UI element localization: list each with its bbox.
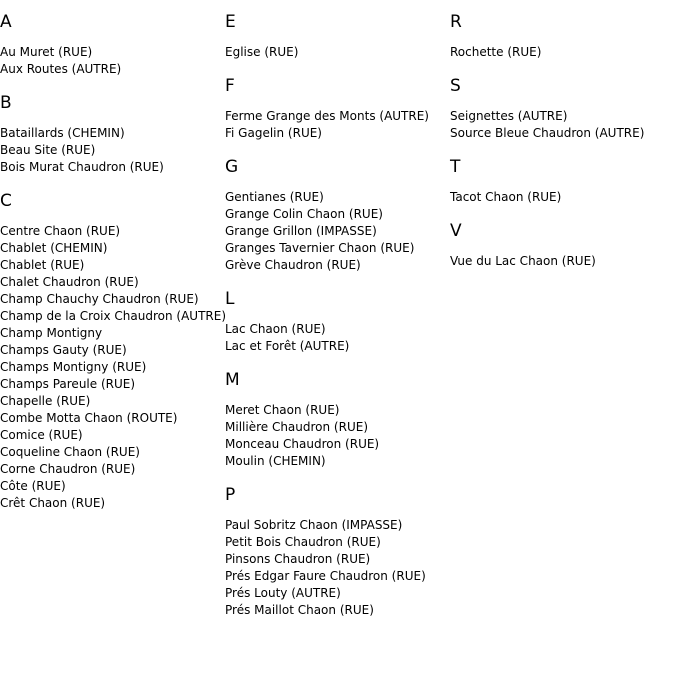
letter-heading: B xyxy=(0,93,12,113)
street-link[interactable]: Petit Bois Chaudron (RUE) xyxy=(225,535,381,549)
street-link[interactable]: Eglise (RUE) xyxy=(225,45,299,59)
letter-section-c xyxy=(0,191,225,512)
street-link[interactable]: Grange Grillon (IMPASSE) xyxy=(225,224,377,238)
street-link[interactable]: Comice (RUE) xyxy=(0,428,83,442)
street-link[interactable]: Chablet (CHEMIN) xyxy=(0,241,108,255)
street-link[interactable]: Lac Chaon (RUE) xyxy=(225,322,326,336)
street-link[interactable]: Bois Murat Chaudron (RUE) xyxy=(0,160,164,174)
street-link[interactable]: Champ de la Croix Chaudron (AUTRE) xyxy=(0,309,227,323)
street-link[interactable]: Grève Chaudron (RUE) xyxy=(225,258,361,272)
street-link[interactable]: Fi Gagelin (RUE) xyxy=(225,126,322,140)
letter-heading: A xyxy=(0,12,12,32)
street-link[interactable]: Coqueline Chaon (RUE) xyxy=(0,445,140,459)
letter-section-b xyxy=(0,93,225,176)
letter-heading: E xyxy=(225,12,236,32)
letter-heading: C xyxy=(0,191,12,211)
street-link[interactable]: Prés Maillot Chaon (RUE) xyxy=(225,603,374,617)
street-link[interactable]: Champs Pareule (RUE) xyxy=(0,377,136,391)
index-column-1 xyxy=(0,12,225,527)
letter-heading: P xyxy=(225,485,236,505)
letter-section-f xyxy=(225,76,450,142)
letter-section-v xyxy=(450,221,675,270)
letter-section-r xyxy=(450,12,675,61)
letter-section-e xyxy=(225,12,450,61)
street-link[interactable]: Côte (RUE) xyxy=(0,479,66,493)
letter-section-p xyxy=(225,485,450,619)
street-link[interactable]: Combe Motta Chaon (ROUTE) xyxy=(0,411,178,425)
street-link[interactable]: Monceau Chaudron (RUE) xyxy=(225,437,380,451)
street-link[interactable]: Seignettes (AUTRE) xyxy=(450,109,568,123)
letter-section-g xyxy=(225,157,450,274)
street-link[interactable]: Rochette (RUE) xyxy=(450,45,542,59)
letter-heading: L xyxy=(225,289,235,309)
street-link[interactable]: Chalet Chaudron (RUE) xyxy=(0,275,139,289)
street-link[interactable]: Moulin (CHEMIN) xyxy=(225,454,326,468)
street-link[interactable]: Vue du Lac Chaon (RUE) xyxy=(450,254,596,268)
street-link[interactable]: Champ Chauchy Chaudron (RUE) xyxy=(0,292,199,306)
street-link[interactable]: Prés Louty (AUTRE) xyxy=(225,586,341,600)
street-link[interactable]: Prés Edgar Faure Chaudron (RUE) xyxy=(225,569,426,583)
street-link[interactable]: Paul Sobritz Chaon (IMPASSE) xyxy=(225,518,403,532)
street-link[interactable]: Aux Routes (AUTRE) xyxy=(0,62,122,76)
street-link[interactable]: Champs Gauty (RUE) xyxy=(0,343,127,357)
street-link[interactable]: Meret Chaon (RUE) xyxy=(225,403,340,417)
index-column-3 xyxy=(450,12,675,285)
letter-heading: G xyxy=(225,157,239,177)
street-link[interactable]: Champ Montigny xyxy=(0,326,103,340)
street-link[interactable]: Chablet (RUE) xyxy=(0,258,85,272)
street-link[interactable]: Tacot Chaon (RUE) xyxy=(450,190,562,204)
street-link[interactable]: Pinsons Chaudron (RUE) xyxy=(225,552,371,566)
letter-section-t xyxy=(450,157,675,206)
letter-section-s xyxy=(450,76,675,142)
letter-section-l xyxy=(225,289,450,355)
street-link[interactable]: Beau Site (RUE) xyxy=(0,143,96,157)
street-link[interactable]: Ferme Grange des Monts (AUTRE) xyxy=(225,109,429,123)
index-column-2 xyxy=(225,12,450,634)
street-link[interactable]: Au Muret (RUE) xyxy=(0,45,93,59)
letter-section-a xyxy=(0,12,225,78)
street-link[interactable]: Granges Tavernier Chaon (RUE) xyxy=(225,241,415,255)
street-link[interactable]: Millière Chaudron (RUE) xyxy=(225,420,368,434)
letter-heading: T xyxy=(450,157,461,177)
letter-heading: R xyxy=(450,12,462,32)
letter-heading: M xyxy=(225,370,240,390)
street-link[interactable]: Lac et Forêt (AUTRE) xyxy=(225,339,350,353)
street-link[interactable]: Grange Colin Chaon (RUE) xyxy=(225,207,383,221)
letter-heading: F xyxy=(225,76,235,96)
letter-section-m xyxy=(225,370,450,470)
street-link[interactable]: Corne Chaudron (RUE) xyxy=(0,462,136,476)
street-link[interactable]: Crêt Chaon (RUE) xyxy=(0,496,106,510)
street-link[interactable]: Bataillards (CHEMIN) xyxy=(0,126,125,140)
letter-heading: V xyxy=(450,221,462,241)
street-link[interactable]: Source Bleue Chaudron (AUTRE) xyxy=(450,126,645,140)
street-link[interactable]: Centre Chaon (RUE) xyxy=(0,224,121,238)
letter-heading: S xyxy=(450,76,461,96)
street-link[interactable]: Champs Montigny (RUE) xyxy=(0,360,147,374)
street-link[interactable]: Gentianes (RUE) xyxy=(225,190,324,204)
street-link[interactable]: Chapelle (RUE) xyxy=(0,394,91,408)
